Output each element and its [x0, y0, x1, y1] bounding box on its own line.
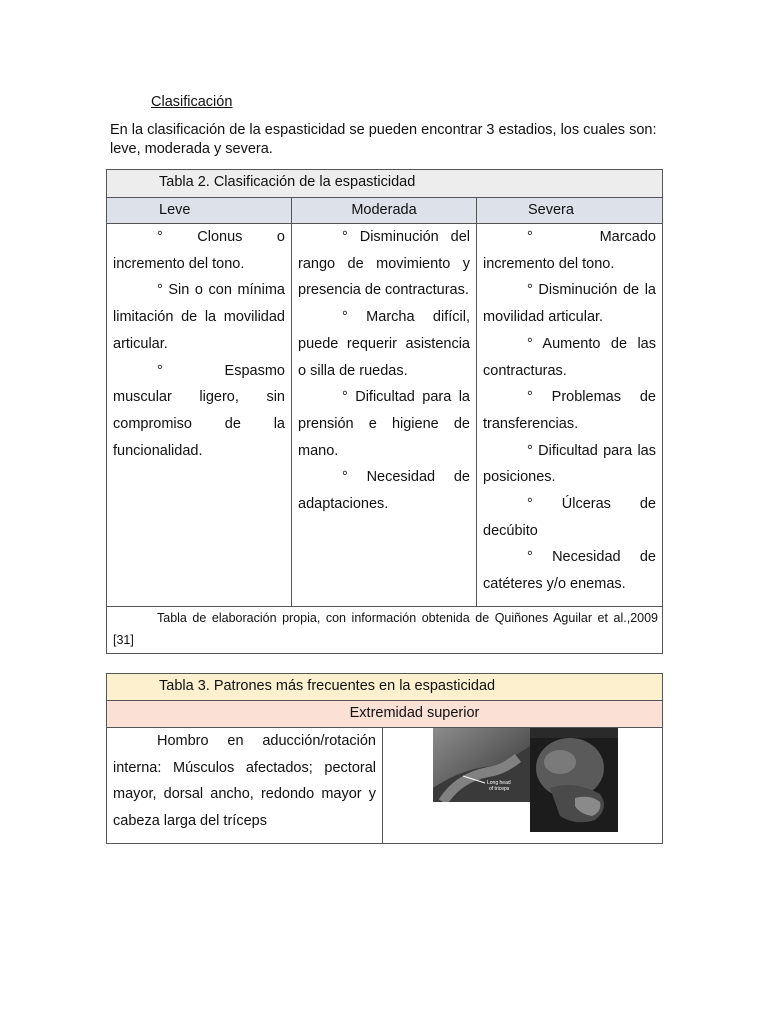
photo-label-line1: Long head: [487, 780, 511, 786]
severa-item: ° Úlceras de decúbito: [483, 496, 656, 539]
table3-caption: Tabla 3. Patrones más frecuentes en la espasticidad: [107, 674, 663, 701]
description-text: Hombro en aducción/rotación interna: Músculos afectados; pectoral mayor, dorsal ancho, redondo mayor y cabeza larga del tríceps: [113, 733, 376, 830]
table3-subheader: Extremidad superior: [107, 701, 663, 728]
severa-item: ° Aumento de las contracturas.: [483, 335, 656, 379]
severa-item: ° Problemas de transferencias.: [483, 389, 656, 432]
table2-caption: Tabla 2. Clasificación de la espasticidad: [107, 170, 663, 198]
leve-item: ° Clonus o incremento del tono.: [113, 229, 285, 272]
moderada-item: ° Dificultad para la prensión e higiene de mano.: [298, 389, 470, 459]
triceps-photo-image: [433, 728, 530, 802]
severa-item: ° Dificultad para las posiciones.: [483, 442, 656, 486]
classification-table: [106, 169, 663, 654]
shoulder-adduction-photo-image: [530, 728, 618, 832]
column-header-moderada: Moderada: [292, 198, 477, 224]
leve-cell: [107, 224, 292, 607]
moderada-item: ° Necesidad de adaptaciones.: [298, 469, 470, 513]
intro-paragraph: En la clasificación de la espasticidad se pueden encontrar 3 estadios, los cuales son: leve, moderada y severa.: [110, 122, 657, 157]
column-header-leve: Leve: [107, 198, 292, 224]
leve-item: ° Espasmo muscular ligero, sin compromiso de la funcionalidad.: [113, 362, 285, 459]
column-header-severa: Severa: [477, 198, 663, 224]
photos-cell: [383, 728, 663, 844]
severa-item: ° Necesidad de catéteres y/o enemas.: [483, 549, 656, 593]
leve-item: ° Sin o con mínima limitación de la movilidad articular.: [113, 282, 285, 352]
moderada-cell: [292, 224, 477, 607]
severa-cell: [477, 224, 663, 607]
shoulder-pattern-description: [107, 728, 383, 844]
moderada-item: ° Marcha difícil, puede requerir asistencia o silla de ruedas.: [298, 309, 470, 379]
severa-item: ° Disminución de la movilidad articular.: [483, 282, 656, 326]
patterns-table: [106, 673, 663, 844]
moderada-item: ° Disminución del rango de movimiento y presencia de contracturas.: [298, 229, 470, 299]
section-heading: Clasificación: [151, 94, 233, 110]
severa-item: ° Marcado incremento del tono.: [483, 229, 656, 272]
photo-label-line2: of triceps: [489, 786, 510, 792]
table2-footnote: [107, 606, 663, 653]
footnote-text: Tabla de elaboración propia, con información obtenida de Quiñones Aguilar et al.,2009 [31]: [113, 610, 658, 647]
